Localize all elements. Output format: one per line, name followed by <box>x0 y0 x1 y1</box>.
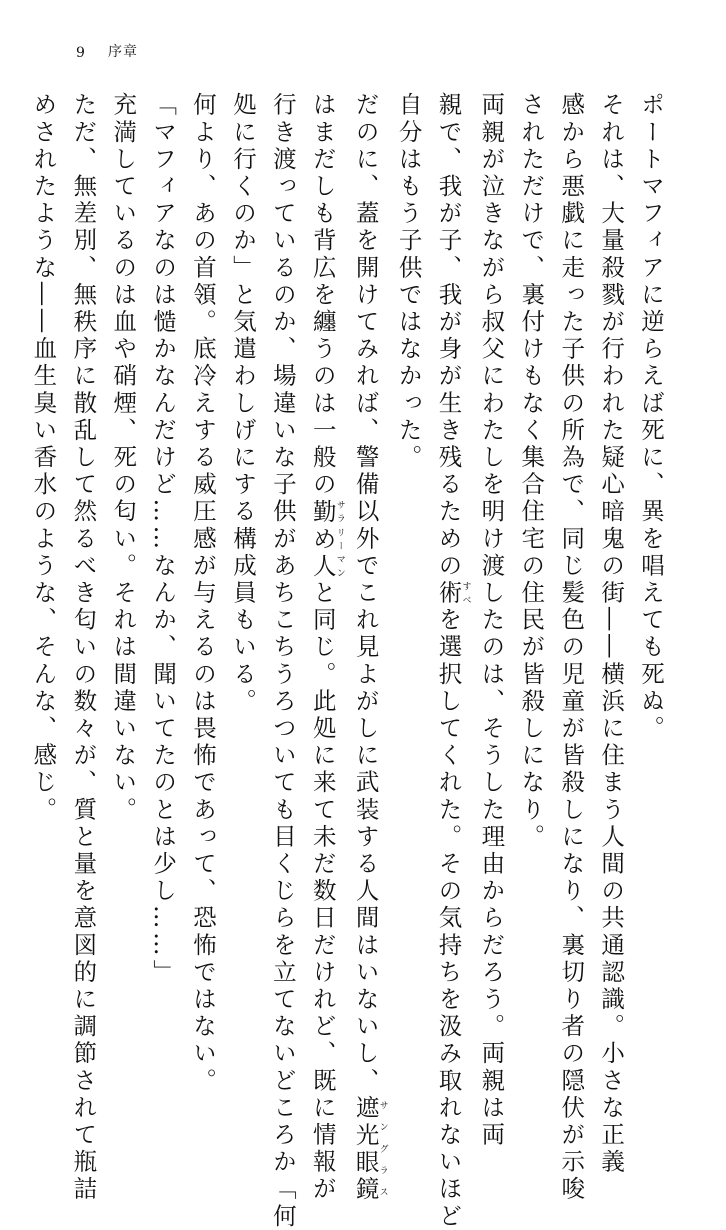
text-line-with-ruby: だのに、蓋を開けてみれば、警備以外でこれ見よがしに武装する人間はいないし、遮光眼鏡サングラス <box>351 92 388 1204</box>
text-line: ポートマフィアに逆らえば死に、異を唱えても死ぬ。 <box>637 92 665 743</box>
furigana: サラリーマン <box>334 498 345 580</box>
furigana: サングラス <box>377 1094 388 1204</box>
text-line-with-ruby: 親で、我が子、我が身が生き残るための術すべを選択してくれた。その気持ちを汲み取れないほど <box>434 92 471 1230</box>
text-line: されただけで、裏付けもなく集合住宅の住民が皆殺しになり。 <box>517 92 546 851</box>
text-line: 両親が泣きながら叔父にわたしを明け渡したのは、そうした理由からだろう。両親は両 <box>477 92 506 1149</box>
chapter-title: 序章 <box>108 44 138 60</box>
vertical-text-body <box>23 92 671 1230</box>
ruby-annotation: 勤め人サラリーマン <box>308 498 345 580</box>
text-line: 行き渡っているのか、場違いな子供があちこちうろついても目くじらを立てないどころか「何 <box>268 92 297 1230</box>
text-line: 処に行くのか」と気遣わしげにする構成員もいる。 <box>228 92 257 716</box>
text-line: それは、大量殺戮が行われた疑心暗鬼の街――横浜に住まう人間の共通認識。小さな正義 <box>597 92 626 1176</box>
furigana: すべ <box>460 579 471 607</box>
ruby-annotation: 術すべ <box>434 579 471 607</box>
text-line: ただ、無差別、無秩序に散乱して然るべき匂いの数々が、質と量を意図的に調節されて瓶詰 <box>69 92 98 1204</box>
text-line: 何より、あの首領。底冷えする威圧感が与えるのは畏怖であって、恐怖ではない。 <box>189 92 218 1095</box>
text-line: 充満しているのは血や硝煙、死の匂い。それは間違いない。 <box>109 92 138 824</box>
text-line: めされたような――血生臭い香水のような、そんな、感じ。 <box>29 92 58 824</box>
text-line: 「マフィアなのは慥かなんだけど……なんか、聞いてたのとは少し……」 <box>149 92 178 987</box>
page-number: 9 <box>76 45 85 61</box>
text-line-with-ruby: はまだしも背広を纏うのは一般の勤め人サラリーマンと同じ。此処に来て未だ数日だけれど、既に情報が <box>308 92 345 1204</box>
text-line: 自分はもう子供ではなかった。 <box>394 92 423 472</box>
text-line: 感から悪戯に走った子供の所為で、同じ髪色の児童が皆殺しになり、裏切り者の隠伏が示唆 <box>557 92 586 1204</box>
ruby-annotation: 遮光眼鏡サングラス <box>351 1094 388 1204</box>
